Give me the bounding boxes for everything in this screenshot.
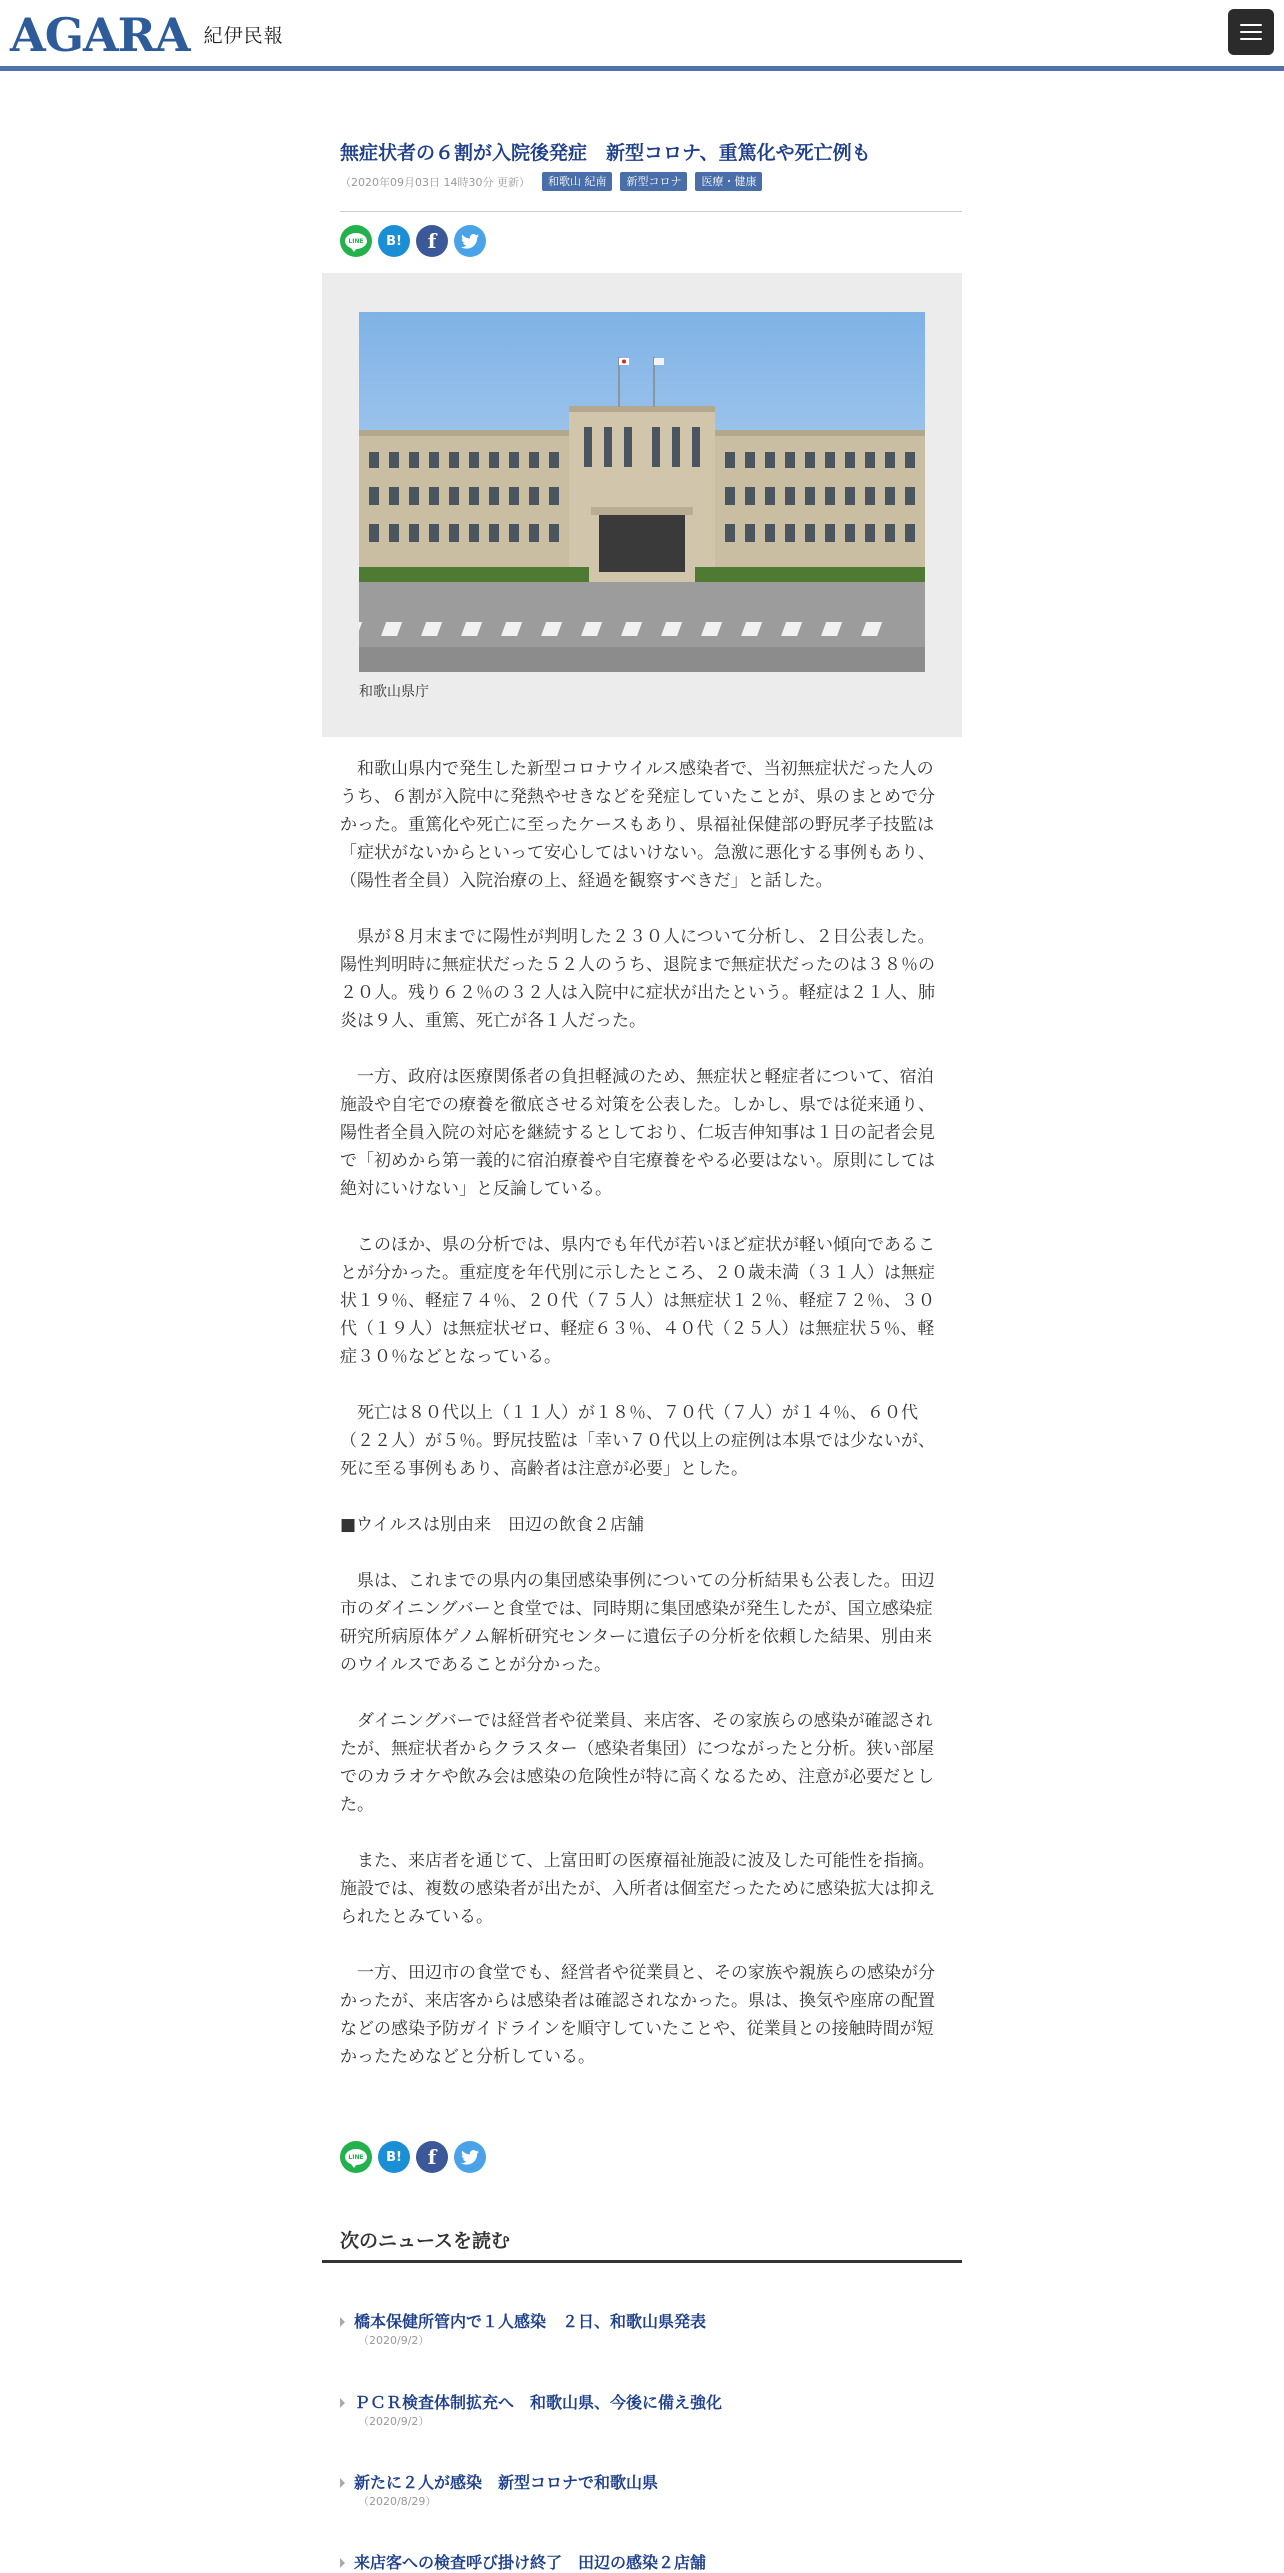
site-logo[interactable] xyxy=(10,4,284,60)
hatena-icon: B! xyxy=(386,233,402,249)
article-subheading: ■ウイルスは別由来 田辺の飲食２店舗 xyxy=(340,1515,645,1535)
tag-medical[interactable]: 医療・健康 xyxy=(695,172,762,191)
article-paragraph: 死亡は８０代以上（１１人）が１８％、７０代（７人）が１４％、６０代（２２人）が５％。野尻技監は「幸い７０代以上の症例は本県では少ないが、死に至る事例もあり、高齢者は注意が必要」とした。 xyxy=(340,1403,935,1479)
share-bar-top xyxy=(340,225,486,257)
next-news-item[interactable] xyxy=(340,2312,940,2350)
logo-wordmark: AGARA xyxy=(10,8,190,62)
article-paragraph: 一方、政府は医療関係者の負担軽減のため、無症状と軽症者について、宿泊施設や自宅での療養を徹底させる対策を公表した。しかし、県では従来通り、陽性者全員入院の対応を継続するとしており、仁坂吉伸知事は１日の記者会見で「初めから第一義的に宿泊療養や自宅療養をやる必要はない。原則にしては絶対にいけない」と反論している。 xyxy=(340,1067,935,1199)
news-link-title[interactable]: 橋本保健所管内で１人感染 ２日、和歌山県発表 xyxy=(354,2312,707,2331)
chevron-right-icon xyxy=(340,2398,345,2408)
chevron-right-icon xyxy=(340,2317,345,2327)
next-news-item[interactable] xyxy=(340,2393,940,2431)
next-news-item[interactable] xyxy=(340,2553,940,2573)
article-paragraph: 県が８月末までに陽性が判明した２３０人について分析し、２日公表した。陽性判明時に無症状だった５２人のうち、退院まで無症状だったのは３８％の２０人。残り６２％の３２人は入院中に症状が出たという。軽症は２１人、肺炎は９人、重篤、死亡が各１人だった。 xyxy=(340,927,935,1031)
prefectural-office-photo xyxy=(359,312,925,672)
news-link-title[interactable]: 来店客への検査呼び掛け終了 田辺の感染２店舗 xyxy=(354,2553,707,2572)
chevron-right-icon xyxy=(340,2558,345,2568)
next-news-divider xyxy=(322,2260,962,2263)
next-news-heading: 次のニュースを読む xyxy=(340,2230,511,2252)
facebook-icon: f xyxy=(427,229,437,253)
article-body xyxy=(340,755,936,2099)
news-date: （2020/8/29） xyxy=(358,2495,437,2508)
article-paragraph: 和歌山県内で発生した新型コロナウイルス感染者で、当初無症状だった人のうち、６割が入院中に発熱やせきなどを発症していたことが、県のまとめで分かった。重篤化や死亡に至ったケースもあり、県福祉保健部の野尻孝子技監は「症状がないからといって安心してはいけない。急激に悪化する事例もあり、（陽性者全員）入院治療の上、経過を観察すべきだ」と話した。 xyxy=(340,759,935,891)
news-date: （2020/9/2） xyxy=(358,2334,430,2347)
share-line-button[interactable] xyxy=(340,225,372,257)
title-divider xyxy=(340,211,962,212)
share-hatena-button[interactable] xyxy=(378,225,410,257)
hamburger-icon xyxy=(1240,24,1262,26)
chevron-right-icon xyxy=(340,2478,345,2488)
article-meta xyxy=(340,172,762,191)
photo-figure xyxy=(322,273,962,737)
line-icon: LINE xyxy=(345,2149,367,2165)
share-twitter-button[interactable] xyxy=(454,225,486,257)
news-link-title[interactable]: ＰＣＲ検査体制拡充へ 和歌山県、今後に備え強化 xyxy=(354,2393,723,2412)
tag-region[interactable]: 和歌山 紀南 xyxy=(542,172,613,191)
share-line-button[interactable] xyxy=(340,2141,372,2173)
article-date: （2020年09月03日 14時30分 更新） xyxy=(340,175,530,189)
article-paragraph: 一方、田辺市の食堂でも、経営者や従業員と、その家族や親族らの感染が分かったが、来店客からは感染者は確認されなかった。県は、換気や座席の配置などの感染予防ガイドラインを順守していたことや、従業員との接触時間が短かったためなどと分析している。 xyxy=(340,1963,935,2067)
article-paragraph: また、来店者を通じて、上富田町の医療福祉施設に波及した可能性を指摘。施設では、複数の感染者が出たが、入所者は個室だったために感染拡大は抑えられたとみている。 xyxy=(340,1851,935,1927)
hatena-icon: B! xyxy=(386,2149,402,2165)
news-date: （2020/9/2） xyxy=(358,2415,430,2428)
news-link-title[interactable]: 新たに２人が感染 新型コロナで和歌山県 xyxy=(354,2473,659,2492)
article-title: 無症状者の６割が入院後発症 新型コロナ、重篤化や死亡例も xyxy=(340,142,871,164)
logo-subtitle: 紀伊民報 xyxy=(203,25,284,47)
building-image xyxy=(359,312,925,672)
share-twitter-button[interactable] xyxy=(454,2141,486,2173)
hamburger-icon-bar xyxy=(1240,31,1262,33)
twitter-icon xyxy=(461,234,479,249)
tag-coronavirus[interactable]: 新型コロナ xyxy=(620,172,687,191)
hamburger-menu-button[interactable] xyxy=(1228,9,1274,55)
line-icon: LINE xyxy=(345,233,367,249)
share-facebook-button[interactable] xyxy=(416,225,448,257)
share-hatena-button[interactable] xyxy=(378,2141,410,2173)
next-news-item[interactable] xyxy=(340,2473,940,2511)
site-header xyxy=(0,0,1284,71)
hamburger-icon-bar xyxy=(1240,38,1262,40)
photo-caption: 和歌山県庁 xyxy=(359,684,429,700)
twitter-icon xyxy=(461,2150,479,2165)
article-paragraph: ダイニングバーでは経営者や従業員、来店客、その家族らの感染が確認されたが、無症状者からクラスター（感染者集団）につながったと分析。狭い部屋でのカラオケや飲み会は感染の危険性が特に高くなるため、注意が必要だとした。 xyxy=(340,1711,935,1815)
share-bar-bottom xyxy=(340,2141,486,2173)
article-paragraph: 県は、これまでの県内の集団感染事例についての分析結果も公表した。田辺市のダイニングバーと食堂では、同時期に集団感染が発生したが、国立感染症研究所病原体ゲノム解析研究センターに遺伝子の分析を依頼した結果、別由来のウイルスであることが分かった。 xyxy=(340,1571,935,1675)
article-paragraph: このほか、県の分析では、県内でも年代が若いほど症状が軽い傾向であることが分かった。重症度を年代別に示したところ、２０歳未満（３１人）は無症状１９％、軽症７４％、２０代（７５人）は無症状１２％、軽症７２％、３０代（１９人）は無症状ゼロ、軽症６３％、４０代（２５人）は無症状５％、軽症３０％などとなっている。 xyxy=(340,1235,935,1367)
share-facebook-button[interactable] xyxy=(416,2141,448,2173)
facebook-icon: f xyxy=(427,2145,437,2169)
